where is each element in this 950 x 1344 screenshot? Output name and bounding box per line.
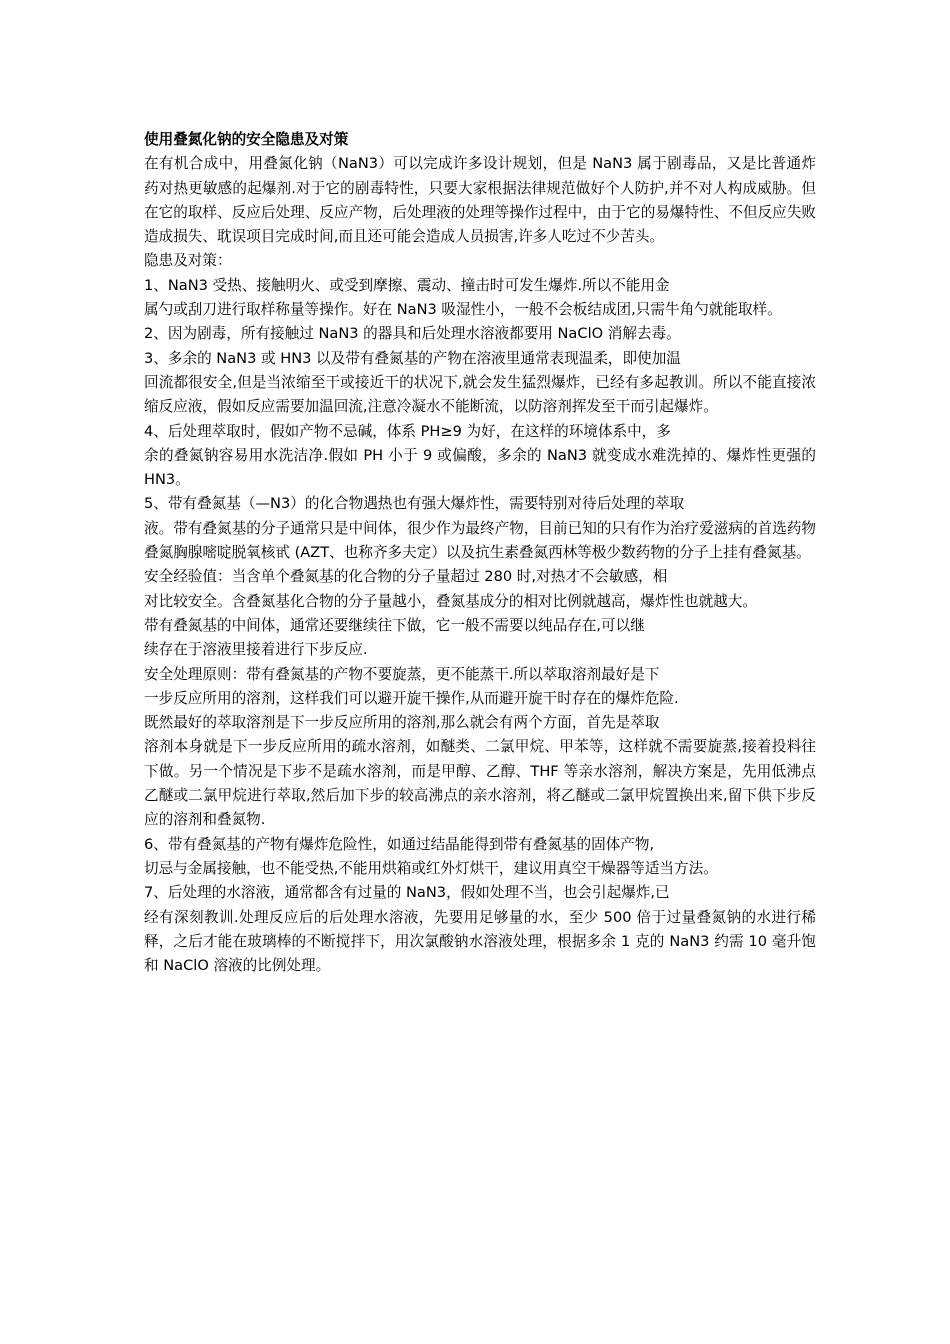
section-heading-hazards: 隐患及对策：: [144, 252, 232, 270]
solvent-paragraph: 溶剂本身就是下一步反应所用的疏水溶剂，如醚类、二氯甲烷、甲苯等，这样就不需要旋蒸,接着投料往下做。另一个情况是下步不是疏水溶剂，而是甲醇、乙醇、THF 等亲水溶剂，解决方案是，先用低沸点乙醚或二氯甲烷进行萃取,然后加下步的较高沸点的亲水溶剂，将乙醚或二氯甲烷置换出来,留下供下步反应的溶剂和叠氮物.: [144, 738, 816, 829]
item-6-line-2: 切忌与金属接触，也不能受热,不能用烘箱或红外灯烘干，建议用真空干燥器等适当方法。: [144, 859, 718, 877]
intermediate-line-2: 续存在于溶液里接着进行下步反应.: [144, 641, 368, 659]
intro-paragraph: 在有机合成中，用叠氮化钠（NaN3）可以完成许多设计规划，但是 NaN3 属于剧毒品，又是比普通炸药对热更敏感的起爆剂.对于它的剧毒特性，只要大家根据法律规范做好个人防护,并不对人构成威胁。但在它的取样、反应后处理、反应产物，后处理液的处理等操作过程中，由于它的易爆特性、不但反应失败造成损失、耽误项目完成时间,而且还可能会造成人员损害,许多人吃过不少苦头。: [144, 155, 816, 246]
item-7-paragraph: 经有深刻教训.处理反应后的后处理水溶液，先要用足够量的水，至少 500 倍于过量叠氮钠的水进行稀释，之后才能在玻璃棒的不断搅拌下，用次氯酸钠水溶液处理，根据多余 1 克的 NaN3 约需 10 毫升饱和 NaClO 溶液的比例处理。: [144, 908, 816, 975]
document-body: [144, 128, 816, 978]
intermediate-line-1: 带有叠氮基的中间体，通常还要继续往下做，它一般不需要以纯品存在,可以继: [144, 616, 645, 634]
safety-value-line: 安全经验值：当含单个叠氮基的化合物的分子量超过 280 时,对热才不会敏感，相: [144, 568, 668, 586]
item-1-line: 1、NaN3 受热、接触明火、或受到摩擦、震动、撞击时可发生爆炸.所以不能用金: [144, 276, 670, 294]
item-1-paragraph: 属勺或刮刀进行取样称量等操作。好在 NaN3 吸湿性小，一般不会板结成团,只需牛角勺就能取样。: [144, 301, 782, 319]
document-title: 使用叠氮化钠的安全隐患及对策: [144, 131, 349, 148]
safety-principle-line-1: 安全处理原则：带有叠氮基的产物不要旋蒸，更不能蒸干.所以萃取溶剂最好是下: [144, 665, 660, 683]
item-4-line: 4、后处理萃取时，假如产物不忌碱，体系 PH≥9 为好，在这样的环境体系中，多: [144, 422, 671, 440]
item-6-line-1: 6、带有叠氮基的产物有爆炸危险性，如通过结晶能得到带有叠氮基的固体产物,: [144, 835, 655, 853]
item-5-paragraph: 液。带有叠氮基的分子通常只是中间体，很少作为最终产物，目前已知的只有作为治疗爱滋病的首选药物叠氮胸腺嘧啶脱氧核甙 (AZT、也称齐多夫定）以及抗生素叠氮西林等极少数药物的分子上挂有叠氮基。: [144, 519, 816, 562]
item-2-line: 2、因为剧毒，所有接触过 NaN3 的器具和后处理水溶液都要用 NaClO 消解去毒。: [144, 325, 681, 343]
item-3-line: 3、多余的 NaN3 或 HN3 以及带有叠氮基的产物在溶液里通常表现温柔，即使加温: [144, 349, 681, 367]
safety-principle-line-2: 一步反应所用的溶剂，这样我们可以避开旋干操作,从而避开旋干时存在的爆炸危险.: [144, 689, 679, 707]
item-5-line: 5、带有叠氮基（—N3）的化合物遇热也有强大爆炸性，需要特别对待后处理的萃取: [144, 495, 685, 513]
item-3-paragraph: 回流都很安全,但是当浓缩至干或接近干的状况下,就会发生猛烈爆炸，已经有多起教训。所以不能直接浓缩反应液，假如反应需要加温回流,注意冷凝水不能断流，以防溶剂挥发至干而引起爆炸。: [144, 373, 816, 416]
solvent-line: 既然最好的萃取溶剂是下一步反应所用的溶剂,那么就会有两个方面，首先是萃取: [144, 714, 660, 732]
item-7-line: 7、后处理的水溶液，通常都含有过量的 NaN3，假如处理不当，也会引起爆炸,已: [144, 884, 670, 902]
safety-value-paragraph: 对比较安全。含叠氮基化合物的分子量越小，叠氮基成分的相对比例就越高，爆炸性也就越大。: [144, 592, 757, 610]
item-4-paragraph: 余的叠氮钠容易用水洗洁净.假如 PH 小于 9 或偏酸，多余的 NaN3 就变成水难洗掉的、爆炸性更强的 HN3。: [144, 446, 816, 489]
